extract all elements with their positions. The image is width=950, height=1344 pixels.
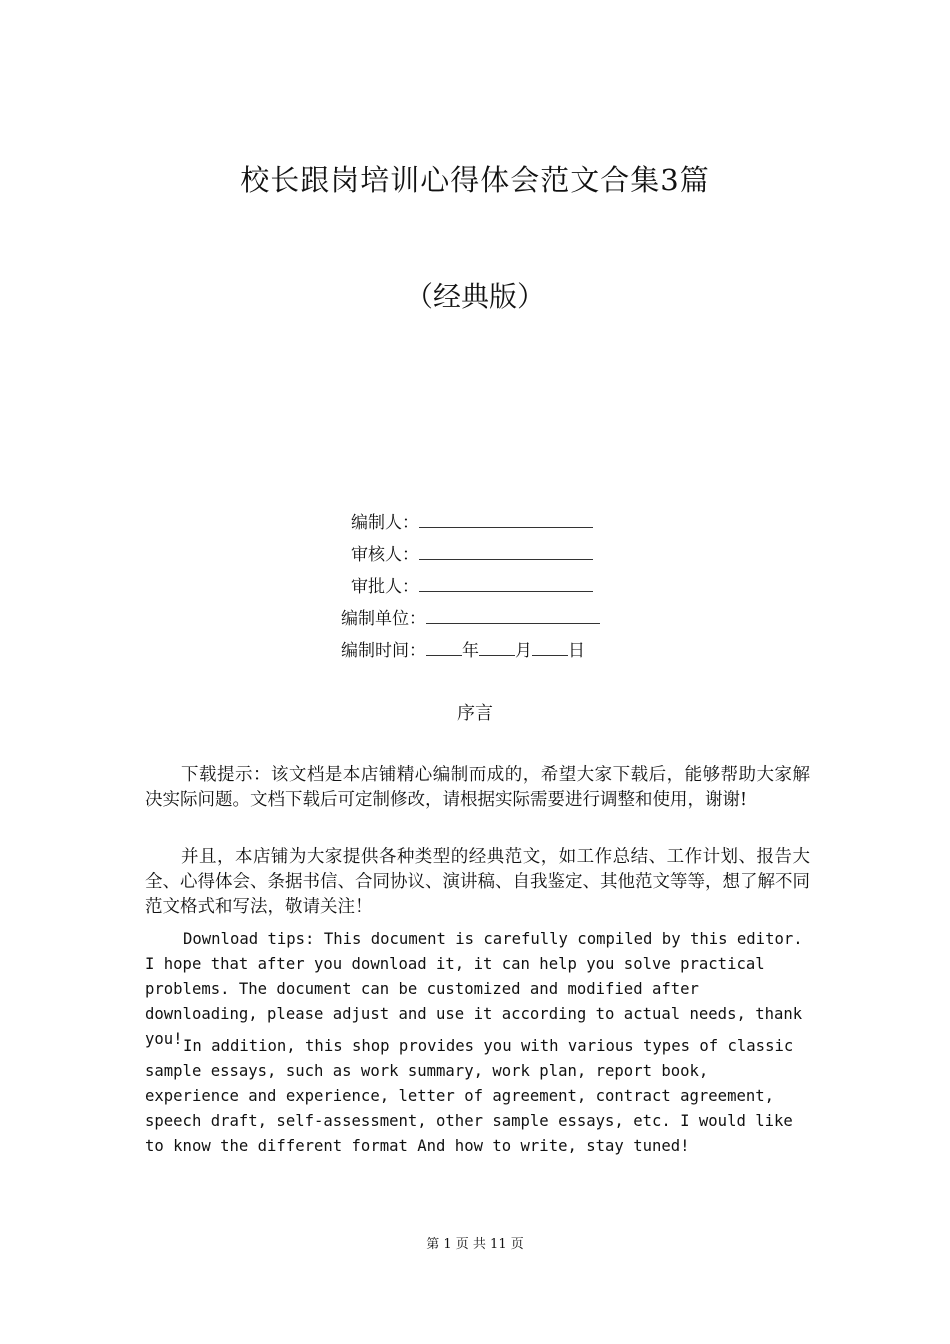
unit-blank [426,609,600,624]
approver-blank [419,577,593,592]
time-label: 编制时间： [341,641,426,661]
approver-row [351,572,593,597]
day-blank [532,641,568,656]
compiler-row [351,508,593,533]
unit-label: 编制单位： [341,609,426,629]
preface-paragraph-en-1: Download tips: This document is carefully compiled by this editor. I hope that after you download it, it can help you solve practical problems. The document can be customized and modified after downloading, please adjust and use it according to actual needs, thank you! [145,930,803,1048]
month-label: 月 [515,641,532,661]
unit-row [341,604,600,629]
compiler-label: 编制人： [351,513,419,533]
reviewer-row [351,540,593,565]
compiler-blank [419,513,593,528]
document-subtitle: （经典版） [404,280,545,313]
approver-label: 审批人： [351,577,419,597]
year-blank [426,641,462,656]
year-label: 年 [462,641,479,661]
preface-heading: 序言 [457,703,493,724]
reviewer-blank [419,545,593,560]
day-label: 日 [568,641,585,661]
preface-paragraph-en-2: In addition, this shop provides you with various types of classic sample essays, such as work summary, work plan, report book, experience and experience, letter of agreement, contract agreement, speech draft, self-assessment, other sample essays, etc. I would like to know the different format And how to write, stay tuned! [145,1037,794,1155]
month-blank [479,641,515,656]
page-number: 第 1 页 共 11 页 [426,1237,524,1252]
preface-paragraph-cn-1: 下载提示：该文档是本店铺精心编制而成的，希望大家下载后，能够帮助大家解决实际问题。文档下载后可定制修改，请根据实际需要进行调整和使用，谢谢! [145,765,810,810]
preface-paragraph-cn-2: 并且，本店铺为大家提供各种类型的经典范文，如工作总结、工作计划、报告大全、心得体会、条据书信、合同协议、演讲稿、自我鉴定、其他范文等等，想了解不同范文格式和写法，敬请关注！ [145,847,810,917]
document-title: 校长跟岗培训心得体会范文合集3篇 [240,163,710,197]
time-row [341,636,585,661]
reviewer-label: 审核人： [351,545,419,565]
